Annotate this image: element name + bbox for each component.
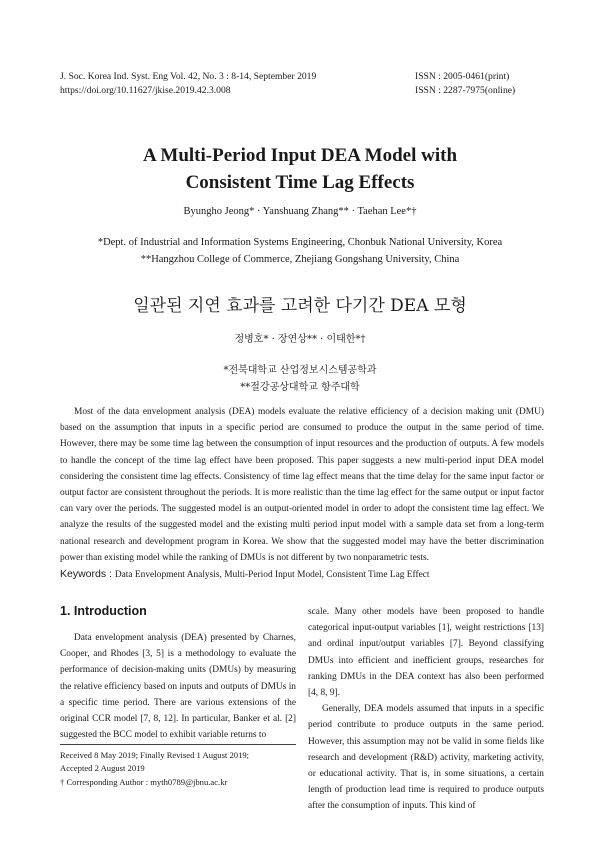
journal-header: [60, 70, 316, 98]
korean-affiliation-1: *전북대학교 산업정보시스템공학과: [223, 365, 377, 376]
received-date: Received 8 May 2019; Finally Revised 1 August 2019;: [60, 750, 250, 760]
author-list: Byungho Jeong* · Yanshuang Zhang** · Taehan Lee*†: [183, 206, 417, 217]
corresponding-author: † Corresponding Author : myth0789@jbnu.ac.kr: [60, 776, 228, 787]
section-heading: 1. Introduction: [60, 604, 147, 618]
korean-affiliations: [0, 362, 600, 396]
korean-affiliation-2: **절강공상대학교 항주대학: [240, 382, 360, 393]
paper-title: [0, 142, 600, 196]
right-column: [308, 604, 544, 815]
journal-citation: J. Soc. Korea Ind. Syst. Eng Vol. 42, No. 3 : 8-14, September 2019: [60, 71, 317, 82]
korean-author-list: 정병호* · 장연상** · 이태한*†: [234, 334, 366, 345]
footnotes: [60, 749, 296, 789]
footnote-divider: [60, 744, 296, 745]
affiliation-2: **Hangzhou College of Commerce, Zhejiang Gongshang University, China: [140, 254, 460, 265]
accepted-date: Accepted 2 August 2019: [60, 763, 145, 774]
keywords-label: Keywords :: [60, 568, 115, 580]
affiliation-1: *Dept. of Industrial and Information Systems Engineering, Chonbuk National University, Korea: [97, 237, 503, 248]
paper-title-line1: A Multi-Period Input DEA Model with: [142, 145, 458, 166]
issn-print: ISSN : 2005-0461(print): [415, 71, 510, 82]
keywords: [60, 568, 544, 580]
issn-online: ISSN : 2287-7975(online): [415, 85, 516, 96]
affiliations: [0, 234, 600, 268]
left-column: [60, 603, 296, 743]
doi-link[interactable]: https://doi.org/10.11627/jkise.2019.42.3.008: [60, 85, 231, 96]
intro-paragraph-1: Data envelopment analysis (DEA) presented by Charnes, Cooper, and Rhodes [3, 5] is a methodology to evaluate the performance of decision-making units (DMUs) by measuring the relative efficiency based on inputs and outputs of DMUs in a specific time period. There are various extensions of the original CCR model [7, 8, 12]. In particular, Banker et al. [2] suggested the BCC model to exhibit variable returns to: [60, 633, 296, 741]
intro-paragraph-2: Generally, DEA models assumed that inputs in a specific period contribute to produce outputs in the same period. However, this assumption may not be valid in some fields like research and development (R&D) activity, marketing activity, or educational activity. That is, in some situations, a certain length of production lead time is required to produce outputs after the consumption of inputs. This kind of: [308, 704, 544, 812]
intro-paragraph-1-continued: scale. Many other models have been proposed to handle categorical input-output variables [1], weight restrictions [13] and ordinal input/output variables [7]. Beyond classifying DMUs into efficient and inefficient groups, researches for ranking DMUs in the DEA context has also been performed [4, 8, 9].: [308, 607, 544, 699]
abstract: Most of the data envelopment analysis (DEA) models evaluate the relative efficiency of a decision making unit (DMU) based on the assumption that inputs in a specific period are consumed to produce the output in the same period of time. However, there may be some time lag between the consumption of input resources and the production of outputs. A few models to handle the concept of the time lag effect have been proposed. This paper suggests a new multi-period input DEA model considering the consistent time lag effects. Consistency of time lag effect means that the time delay for the same input factor or output factor are consistent throughout the periods. It is more realistic than the time lag effect for the same output or input factor can vary over the periods. The suggested model is an output-oriented model in order to adopt the consistent time lag effect. We analyze the results of the suggested model and the existing multi period input model with a sample data set from a long-term national research and development program in Korea. We show that the suggested model may have the better discrimination power than existing model while the ranking of DMUs is not different by two nonparametric tests.: [60, 407, 544, 563]
korean-title: 일관된 지연 효과를 고려한 다기간 DEA 모형: [133, 296, 467, 316]
issn-block: [415, 70, 515, 98]
paper-title-line2: Consistent Time Lag Effects: [185, 172, 415, 193]
keywords-text: Data Envelopment Analysis, Multi-Period Input Model, Consistent Time Lag Effect: [114, 570, 430, 580]
